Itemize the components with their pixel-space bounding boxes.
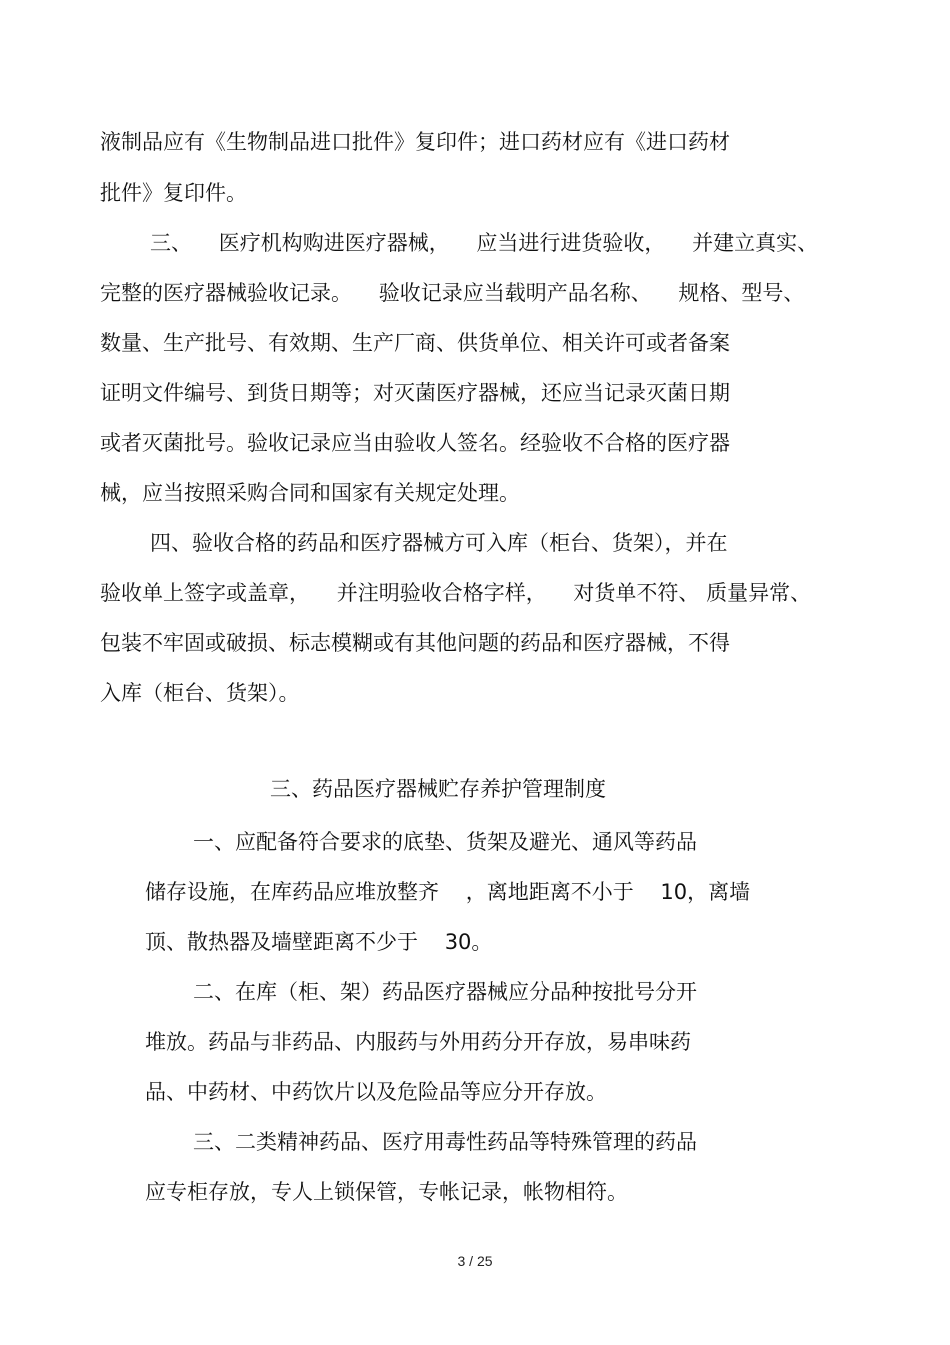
section-title: 三、药品医疗器械贮存养护管理制度 [270,777,606,801]
section-line: 应专柜存放，专人上锁保管，专帐记录，帐物相符。 [145,1180,628,1204]
section-line: 储存设施，在库药品应堆放整齐 ，离地距离不小于 10，离墙 [145,880,751,904]
paragraph-line: 完整的医疗器械验收记录。 验收记录应当载明产品名称、 规格、型号、 [100,281,805,305]
paragraph-line: 数量、生产批号、有效期、生产厂商、供货单位、相关许可或者备案 [100,331,730,355]
paragraph-line: 液制品应有《生物制品进口批件》复印件；进口药材应有《进口药材 [100,130,730,154]
paragraph-line: 三、 医疗机构购进医疗器械， 应当进行进货验收， 并建立真实、 [150,231,819,255]
paragraph-line: 批件》复印件。 [100,181,247,205]
section-line: 三、二类精神药品、医疗用毒性药品等特殊管理的药品 [193,1130,697,1154]
paragraph-line: 入库（柜台、货架）。 [100,681,300,705]
section-line: 品、中药材、中药饮片以及危险品等应分开存放。 [145,1080,607,1104]
section-line: 堆放。药品与非药品、内服药与外用药分开存放，易串味药 [145,1030,691,1054]
page-number: 3 / 25 [457,1253,493,1269]
paragraph-line: 四、验收合格的药品和医疗器械方可入库（柜台、货架），并在 [150,531,728,555]
paragraph-line: 验收单上签字或盖章， 并注明验收合格字样， 对货单不符、 质量异常、 [100,581,812,605]
paragraph-line: 证明文件编号、到货日期等；对灭菌医疗器械，还应当记录灭菌日期 [100,381,730,405]
section-line: 一、应配备符合要求的底垫、货架及避光、通风等药品 [193,830,697,854]
paragraph-line: 或者灭菌批号。验收记录应当由验收人签名。经验收不合格的医疗器 [100,431,730,455]
paragraph-line: 械，应当按照采购合同和国家有关规定处理。 [100,481,520,505]
section-line: 顶、散热器及墙壁距离不少于 30。 [145,930,493,954]
paragraph-line: 包装不牢固或破损、标志模糊或有其他问题的药品和医疗器械，不得 [100,631,730,655]
section-line: 二、在库（柜、架）药品医疗器械应分品种按批号分开 [193,980,697,1004]
